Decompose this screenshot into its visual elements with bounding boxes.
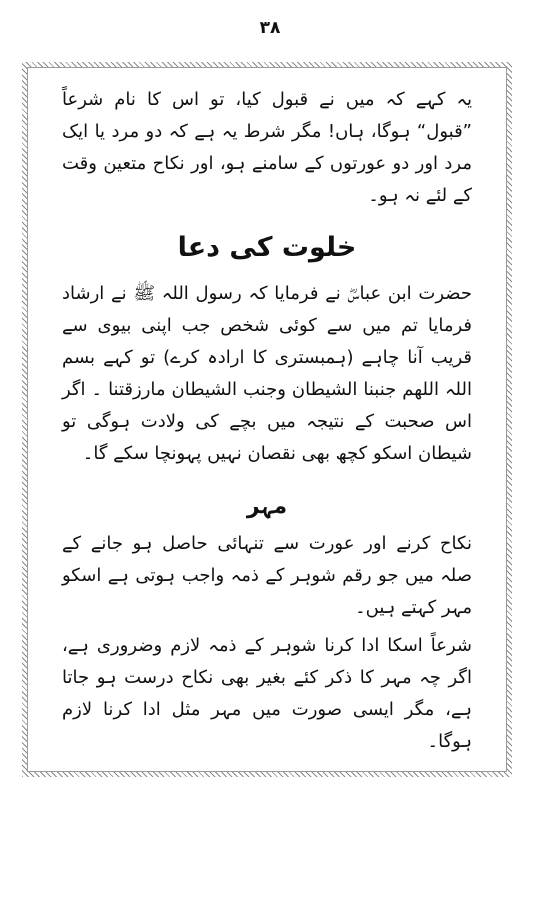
mahr-paragraph-definition: نکاح کرنے اور عورت سے تنہائی حاصل ہو جانے کے صلہ میں جو رقم شوہر کے ذمہ واجب ہوتی ہے اسکو مہر کہتے ہیں۔ — [62, 533, 472, 618]
page-text-area — [27, 67, 507, 772]
decorative-page-border — [22, 62, 512, 777]
intro-paragraph: یہ کہے کہ میں نے قبول کیا، تو اس کا نام شرعاً ”قبول“ ہوگا، ہاں! مگر شرط یہ ہے کہ دو مرد یا ایک مرد اور دو عورتوں کے سامنے ہو، اور نکاح متعین وقت کے لئے نہ ہو۔ — [62, 89, 472, 206]
section-heading-mahr: مہر — [246, 494, 288, 519]
section-heading-khalwat-dua: خلوت کی دعا — [177, 232, 357, 263]
page-number: ۳۸ — [259, 18, 281, 38]
mahr-paragraph-ruling: شرعاً اسکا ادا کرنا شوہر کے ذمہ لازم وضروری ہے، اگر چہ مہر کا ذکر کئے بغیر بھی نکاح درست ہو جاتا ہے، مگر ایسی صورت میں مہر مثل ادا کرنا لازم ہوگا۔ — [62, 635, 472, 752]
page-content — [62, 84, 472, 758]
khalwat-dua-paragraph: حضرت ابن عباسؓ نے فرمایا کہ رسول اللہ ﷺ نے ارشاد فرمایا تم میں سے کوئی شخص جب اپنی بیوی سے قریب آنا چاہے (ہمبستری کا ارادہ کرے) تو کہے بسم اللہ اللھم جنبنا الشیطان وجنب الشیطان مارزقتنا ۔ اگر اس صحبت کے نتیجہ میں بچے کی ولادت ہوگی تو شیطان اسکو کچھ بھی نقصان نہیں پہونچا سکے گا۔ — [62, 283, 472, 464]
